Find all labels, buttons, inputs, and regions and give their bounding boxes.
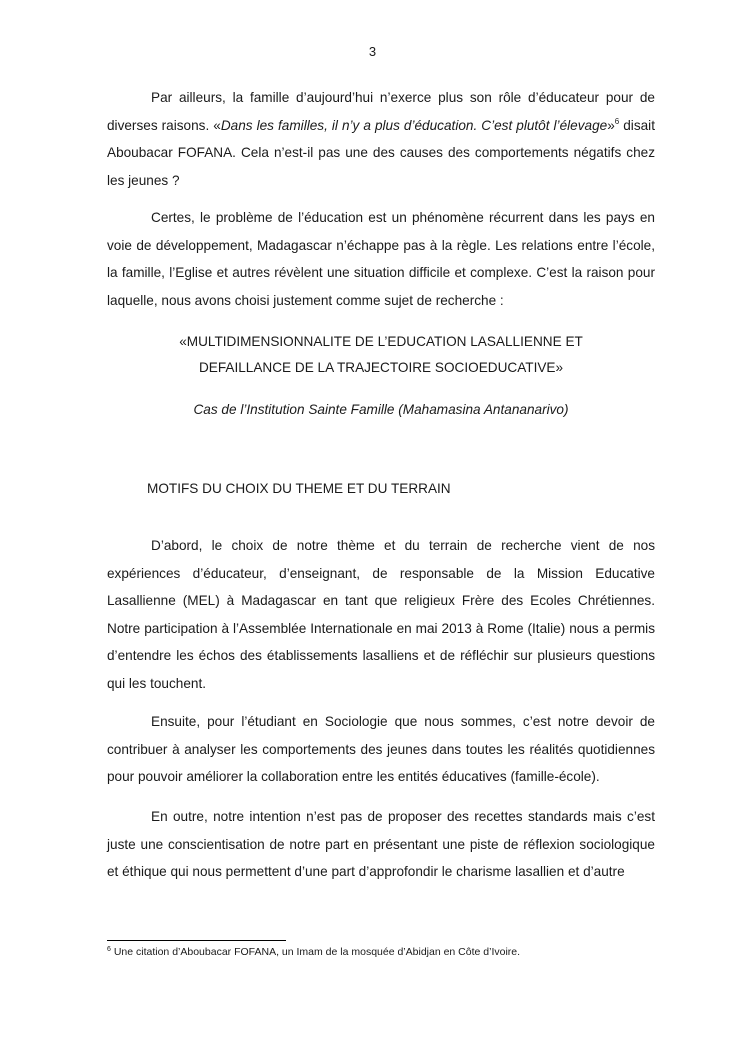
- research-title-line2: DEFAILLANCE DE LA TRAJECTOIRE SOCIOEDUCATIVE»: [198, 360, 564, 375]
- footnote-number: 6: [107, 946, 111, 953]
- paragraph1-quote-close: »: [607, 117, 615, 133]
- paragraph-education-problem: Certes, le problème de l’éducation est un phénomène récurrent dans les pays en voie de développement, Madagascar n’échappe pas à la règle. Les relations entre l’école, la famille, l’Eglise et autres révèlent une situation difficile et complexe. C’est la raison pour laquelle, nous avons choisi justement comme sujet de recherche :: [107, 210, 655, 308]
- paragraph-sociology-student: Ensuite, pour l’étudiant en Sociologie que nous sommes, c’est notre devoir de contribuer à analyser les comportements des jeunes dans toutes les réalités quotidiennes pour pouvoir améliorer la collaboration entre les entités éducatives (famille-école).: [107, 714, 655, 785]
- section-heading: MOTIFS DU CHOIX DU THEME ET DU TERRAIN: [147, 481, 451, 496]
- page-number: 3: [368, 44, 377, 59]
- paragraph-family-education: [107, 84, 655, 194]
- fofana-quote: Dans les familles, il n’y a plus d’éducation. C’est plutôt l’élevage: [220, 117, 608, 133]
- footnote-separator: [107, 940, 286, 941]
- research-title-line1: «MULTIDIMENSIONNALITE DE L’EDUCATION LASALLIENNE ET: [179, 334, 583, 349]
- paragraph-intention: En outre, notre intention n’est pas de proposer des recettes standards mais c’est juste une conscientisation de notre part en présentant une piste de réflexion sociologique et éthique qui nous permettent d’une part d’approfondir le charisme lasallien et d’autre: [107, 809, 655, 880]
- paragraph1-text-start: Par ailleurs, la famille d’aujourd’hui n’exerce plus son rôle d’éducateur pour de diverses raisons. «: [107, 90, 655, 133]
- footnote-reference: 6: [614, 116, 620, 126]
- footnote-text: Une citation d’Aboubacar FOFANA, un Imam de la mosquée d’Abidjan en Côte d’Ivoire.: [110, 946, 521, 958]
- footnote: [107, 946, 520, 958]
- research-subtitle: Cas de l’Institution Sainte Famille (Mahamasina Antananarivo): [193, 402, 569, 417]
- paragraph1-text-end: disait Aboubacar FOFANA. Cela n’est-il pas une des causes des comportements négatifs chez les jeunes ?: [107, 117, 655, 188]
- paragraph-motives: D’abord, le choix de notre thème et du terrain de recherche vient de nos expériences d’éducateur, d’enseignant, de responsable de la Mission Educative Lasallienne (MEL) à Madagascar en tant que religieux Frère des Ecoles Chrétiennes. Notre participation à l’Assemblée Internationale en mai 2013 à Rome (Italie) nous a permis d’entendre les échos des établissements lasalliens et de réfléchir sur plusieurs questions qui les touchent.: [107, 538, 655, 691]
